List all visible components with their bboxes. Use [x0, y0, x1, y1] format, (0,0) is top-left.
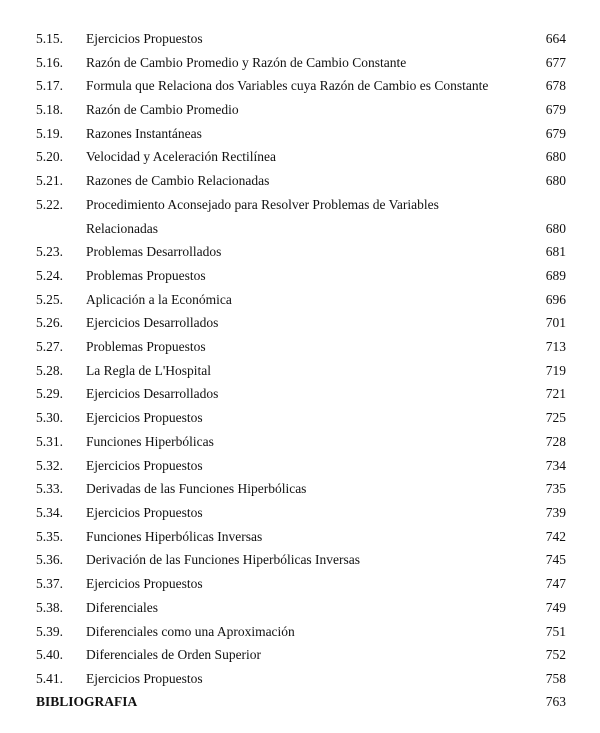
section-number: 5.29.	[36, 386, 63, 401]
page-number: 664	[545, 31, 566, 46]
section-number: 5.36.	[36, 552, 63, 567]
section-title: Velocidad y Aceleración Rectilínea	[86, 149, 277, 164]
toc-entry	[0, 194, 600, 236]
toc-entry	[0, 455, 600, 477]
page-number: 680	[545, 149, 566, 164]
section-number: 5.25.	[36, 292, 63, 307]
section-title: Procedimiento Aconsejado para Resolver Problemas de Variables	[86, 197, 439, 212]
section-number: 5.22.	[36, 197, 63, 212]
section-number: 5.31.	[36, 434, 63, 449]
toc-entry	[0, 146, 600, 168]
section-title: Funciones Hiperbólicas Inversas	[86, 529, 263, 544]
section-title: Ejercicios Propuestos	[86, 410, 203, 425]
toc-entry	[0, 170, 600, 192]
section-title: Problemas Desarrollados	[86, 244, 222, 259]
page-number: 679	[545, 126, 566, 141]
section-number: 5.21.	[36, 173, 63, 188]
page-number: 728	[545, 434, 566, 449]
section-number: 5.18.	[36, 102, 63, 117]
section-number: 5.38.	[36, 600, 63, 615]
section-title: Ejercicios Propuestos	[86, 671, 203, 686]
toc-entry	[0, 99, 600, 121]
toc-entry	[0, 549, 600, 571]
page-number: 681	[545, 244, 566, 259]
section-title: Diferenciales como una Aproximación	[86, 624, 295, 639]
section-title: Razón de Cambio Promedio	[86, 102, 239, 117]
toc-entry	[0, 478, 600, 500]
page-number: 752	[545, 647, 566, 662]
section-number: 5.20.	[36, 149, 63, 164]
section-title: Aplicación a la Económica	[86, 292, 232, 307]
toc-entry	[0, 75, 600, 97]
section-number: 5.39.	[36, 624, 63, 639]
section-number: 5.40.	[36, 647, 63, 662]
section-title: Ejercicios Propuestos	[86, 458, 203, 473]
toc-entry	[0, 502, 600, 524]
section-number: 5.33.	[36, 481, 63, 496]
section-title: Derivación de las Funciones Hiperbólicas Inversas	[86, 552, 361, 567]
page-number: 680	[545, 173, 566, 188]
section-number: 5.30.	[36, 410, 63, 425]
section-title: La Regla de L'Hospital	[86, 363, 212, 378]
section-title: Ejercicios Desarrollados	[86, 386, 219, 401]
section-title: Ejercicios Propuestos	[86, 31, 203, 46]
section-number: 5.26.	[36, 315, 63, 330]
toc-entry	[0, 383, 600, 405]
page-number: 739	[545, 505, 566, 520]
toc-entry	[0, 621, 600, 643]
section-number: 5.17.	[36, 78, 63, 93]
section-number: 5.41.	[36, 671, 63, 686]
section-number: 5.37.	[36, 576, 63, 591]
bibliography-entry	[0, 691, 600, 713]
page-number: 713	[545, 339, 566, 354]
section-title: Ejercicios Propuestos	[86, 505, 203, 520]
page-number: 696	[545, 292, 566, 307]
section-title-continuation: Relacionadas	[86, 221, 158, 236]
toc-entry	[0, 407, 600, 429]
section-number: 5.16.	[36, 55, 63, 70]
section-title: Razones Instantáneas	[86, 126, 202, 141]
toc-entry	[0, 360, 600, 382]
toc-entry	[0, 668, 600, 690]
section-number: 5.34.	[36, 505, 63, 520]
section-number: 5.35.	[36, 529, 63, 544]
toc-entry	[0, 573, 600, 595]
toc-entry	[0, 289, 600, 311]
toc-entry	[0, 644, 600, 666]
toc-entry	[0, 597, 600, 619]
page-number: 678	[545, 78, 566, 93]
section-title: Problemas Propuestos	[86, 339, 206, 354]
toc-entry	[0, 123, 600, 145]
page-number: 734	[545, 458, 566, 473]
page-number: 763	[545, 694, 566, 709]
section-title: Formula que Relaciona dos Variables cuya Razón de Cambio es Constante	[86, 78, 489, 93]
section-title: Ejercicios Desarrollados	[86, 315, 219, 330]
section-title: Ejercicios Propuestos	[86, 576, 203, 591]
section-title: Razones de Cambio Relacionadas	[86, 173, 270, 188]
page-number: 701	[545, 315, 566, 330]
page-number: 721	[545, 386, 566, 401]
page-number: 747	[545, 576, 566, 591]
section-title: Diferenciales de Orden Superior	[86, 647, 262, 662]
toc-entry	[0, 526, 600, 548]
section-title: Diferenciales	[86, 600, 158, 615]
section-number: 5.19.	[36, 126, 63, 141]
page-number: 735	[545, 481, 566, 496]
toc-entry	[0, 312, 600, 334]
bibliography-label: BIBLIOGRAFIA	[36, 694, 138, 709]
page-number: 725	[545, 410, 566, 425]
section-number: 5.27.	[36, 339, 63, 354]
page-number: 751	[545, 624, 566, 639]
section-title: Derivadas de las Funciones Hiperbólicas	[86, 481, 307, 496]
page-number: 749	[545, 600, 566, 615]
page-number: 689	[545, 268, 566, 283]
toc-entry	[0, 336, 600, 358]
toc-entry	[0, 52, 600, 74]
section-number: 5.32.	[36, 458, 63, 473]
page-number: 679	[545, 102, 566, 117]
toc-entry	[0, 28, 600, 50]
section-title: Problemas Propuestos	[86, 268, 206, 283]
page-number: 719	[545, 363, 566, 378]
page-number: 742	[545, 529, 566, 544]
section-number: 5.28.	[36, 363, 63, 378]
toc-entry	[0, 431, 600, 453]
page-number: 758	[545, 671, 566, 686]
section-number: 5.23.	[36, 244, 63, 259]
section-title: Funciones Hiperbólicas	[86, 434, 214, 449]
page-number: 745	[545, 552, 566, 567]
toc-entry	[0, 241, 600, 263]
toc-entry	[0, 265, 600, 287]
section-title: Razón de Cambio Promedio y Razón de Cambio Constante	[86, 55, 407, 70]
section-number: 5.24.	[36, 268, 63, 283]
section-number: 5.15.	[36, 31, 63, 46]
page-number: 677	[545, 55, 566, 70]
page-number: 680	[545, 221, 566, 236]
